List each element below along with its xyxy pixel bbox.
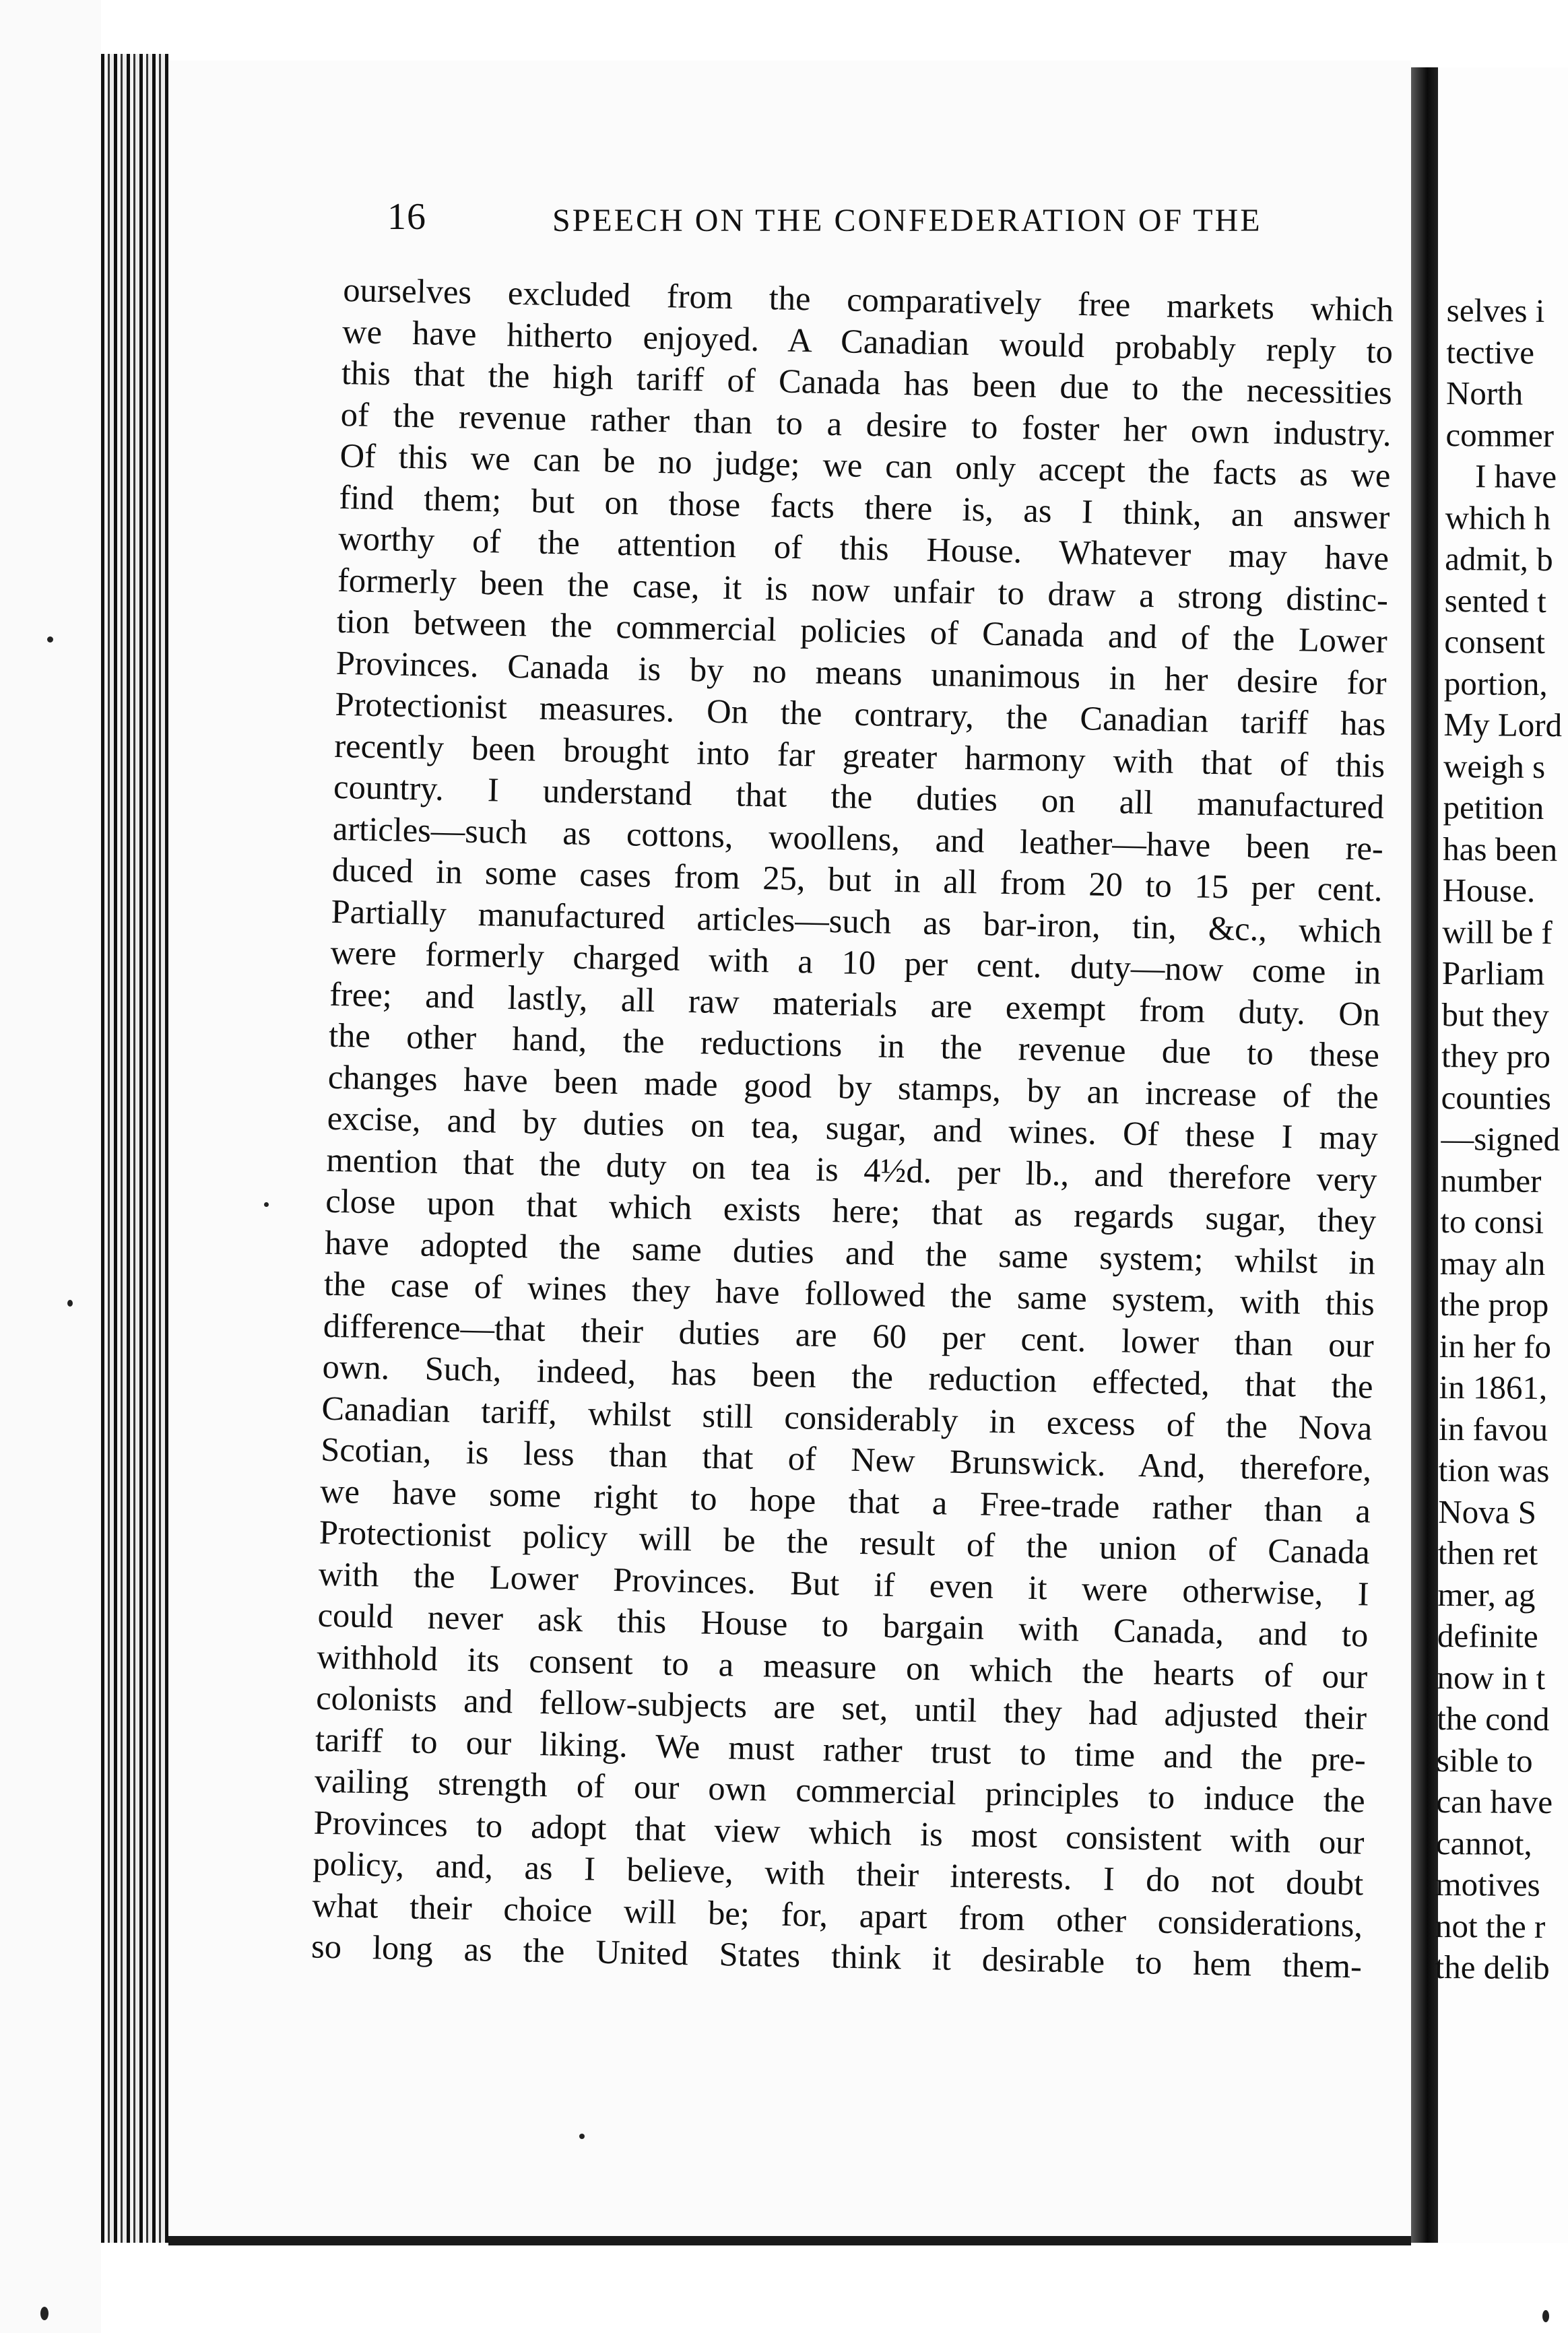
text-line: free; and lastly, all raw materials are exempt from duty. On [329, 975, 1381, 1033]
text-line: changes have been made good by stamps, by an increase of the [327, 1057, 1379, 1116]
facing-text-line: they pro [1441, 1037, 1551, 1076]
facing-text-line: sible to [1436, 1741, 1533, 1779]
text-line: the case of wines they have followed the same system, with this [323, 1264, 1375, 1323]
text-line: articles—such as cottons, woollens, and leather—have been re- [332, 809, 1384, 867]
text-line: tion between the commercial policies of Canada and of the Lower [336, 601, 1388, 660]
facing-text-line: then ret [1437, 1534, 1538, 1572]
text-line: vailing strength of our own commercial principles to induce the [314, 1761, 1366, 1820]
facing-text-line: selves i [1446, 291, 1545, 330]
text-line: close upon that which exists here; that as regards sugar, they [325, 1181, 1377, 1240]
facing-text-line: the prop [1439, 1285, 1549, 1324]
text-line: Of this we can be no judge; we can only accept the facts as we [339, 436, 1391, 494]
text-line: find them; but on those facts there is, as I think, an answer [338, 478, 1390, 536]
facing-text-line: commer [1445, 416, 1555, 454]
facing-text-line: but they [1441, 995, 1549, 1034]
text-line: Protectionist policy will be the result of the union of Canada [319, 1513, 1371, 1571]
text-line: we have hitherto enjoyed. A Canadian would probably reply to [341, 312, 1394, 370]
running-title: SPEECH ON THE CONFEDERATION OF THE [552, 203, 1262, 238]
text-line: were formerly charged with a 10 per cent. duty—now come in [329, 933, 1381, 991]
scan-speck [47, 636, 53, 643]
text-line: tariff to our liking. We must rather trust to time and the pre- [315, 1720, 1367, 1779]
facing-text-line: I have [1474, 457, 1557, 496]
facing-text-line: tion was [1438, 1451, 1550, 1490]
facing-text-line: consent [1444, 622, 1546, 661]
facing-page-text [1435, 290, 1568, 1989]
text-line: of the revenue rather than to a desire to foster her own industry. [340, 395, 1392, 453]
facing-text-line: sented t [1444, 581, 1547, 620]
facing-text-line: has been [1443, 830, 1558, 868]
facing-text-line: motives [1435, 1865, 1540, 1904]
facing-text-line: admit, b [1445, 539, 1553, 579]
text-line: Protectionist measures. On the contrary, the Canadian tariff has [335, 684, 1386, 743]
body-text [311, 269, 1394, 1987]
facing-text-line: tective [1446, 333, 1535, 371]
facing-text-line: in 1861, [1439, 1368, 1548, 1407]
book-page-edges [101, 54, 168, 2243]
facing-text-line: can have [1436, 1782, 1553, 1821]
text-line: worthy of the attention of this House. Whatever may have [337, 519, 1390, 577]
text-line: ourselves excluded from the comparatively free markets which [342, 270, 1394, 329]
facing-text-line: —signed [1441, 1119, 1561, 1158]
text-line: we have some right to hope that a Free-trade rather than a [319, 1472, 1371, 1530]
facing-text-line: in her fo [1439, 1327, 1552, 1365]
running-head [387, 195, 1364, 256]
text-line: what their choice will be; for, apart from other considerations, [311, 1886, 1363, 1944]
facing-text-line: cannot, [1435, 1824, 1532, 1862]
text-line: Partially manufactured articles—such as bar-iron, tin, &c., which [331, 892, 1382, 950]
scan-speck [1542, 2310, 1549, 2322]
text-line: colonists and fellow-subjects are set, until they had adjusted their [315, 1678, 1367, 1737]
facing-text-line: weigh s [1443, 747, 1546, 785]
text-line: difference—that their duties are 60 per cent. lower than our [323, 1306, 1375, 1365]
text-line: Provinces to adopt that view which is most consistent with our [313, 1803, 1365, 1862]
text-line: Canadian tariff, whilst still considerably in excess of the Nova [321, 1389, 1373, 1447]
scan-speck [67, 1300, 73, 1307]
facing-text-line: now in t [1437, 1658, 1546, 1697]
facing-text-line: petition [1443, 788, 1544, 827]
text-line: policy, and, as I believe, with their interests. I do not doubt [313, 1844, 1364, 1903]
text-line: duced in some cases from 25, but in all from 20 to 15 per cent. [331, 850, 1383, 909]
text-line: mention that the duty on tea is 4½d. per lb., and therefore very [326, 1140, 1377, 1199]
text-line: excise, and by duties on tea, sugar, and wines. Of these I may [327, 1098, 1379, 1157]
text-line: formerly been the case, it is now unfair to draw a strong distinc- [337, 560, 1389, 619]
scan-speck [579, 2134, 585, 2139]
facing-text-line: Parliam [1441, 954, 1545, 993]
text-line: Provinces. Canada is by no means unanimous in her desire for [335, 643, 1387, 702]
facing-text-line: definite [1437, 1616, 1538, 1655]
facing-text-line: may aln [1439, 1244, 1546, 1282]
text-line: have adopted the same duties and the same system; whilst in [324, 1223, 1376, 1282]
facing-text-line: My Lord [1443, 705, 1563, 744]
scan-speck [40, 2307, 48, 2320]
facing-text-line: counties [1441, 1078, 1552, 1117]
facing-text-line: mer, ag [1437, 1575, 1536, 1614]
text-line: the other hand, the reductions in the revenue due to these [328, 1016, 1380, 1074]
facing-text-line: will be f [1442, 913, 1553, 951]
text-line: could never ask this House to bargain with Canada, and to [317, 1596, 1369, 1654]
facing-text-line: portion, [1443, 664, 1548, 702]
text-line: recently been brought into far greater harmony with that of this [333, 726, 1385, 785]
facing-text-line: which h [1445, 498, 1551, 537]
text-line: this that the high tariff of Canada has been due to the necessities [341, 353, 1393, 412]
text-line: country. I understand that the duties on all manufactured [333, 767, 1385, 826]
facing-text-line: House. [1442, 871, 1536, 909]
facing-text-line: to consi [1440, 1202, 1544, 1241]
facing-text-line: number [1440, 1161, 1542, 1200]
facing-text-line: not the r [1435, 1907, 1546, 1945]
facing-text-line: in favou [1439, 1410, 1548, 1448]
text-line: with the Lower Provinces. But if even it were otherwise, I [318, 1554, 1370, 1613]
facing-text-line: the cond [1436, 1699, 1550, 1738]
page-number: 16 [387, 196, 426, 238]
text-line: Scotian, is less than that of New Brunswick. And, therefore, [320, 1430, 1372, 1488]
text-line: so long as the United States think it desirable to hem them- [311, 1927, 1363, 1985]
text-line: own. Such, indeed, has been the reduction effected, that the [322, 1347, 1373, 1406]
facing-text-line: the delib [1435, 1948, 1550, 1987]
scan-speck [264, 1202, 269, 1207]
book-gutter-shadow [1411, 67, 1438, 2243]
facing-text-line: Nova S [1438, 1492, 1537, 1531]
scan-margin [0, 0, 101, 2333]
text-line: withhold its consent to a measure on which the hearts of our [316, 1637, 1368, 1696]
facing-text-line: North [1445, 374, 1524, 412]
